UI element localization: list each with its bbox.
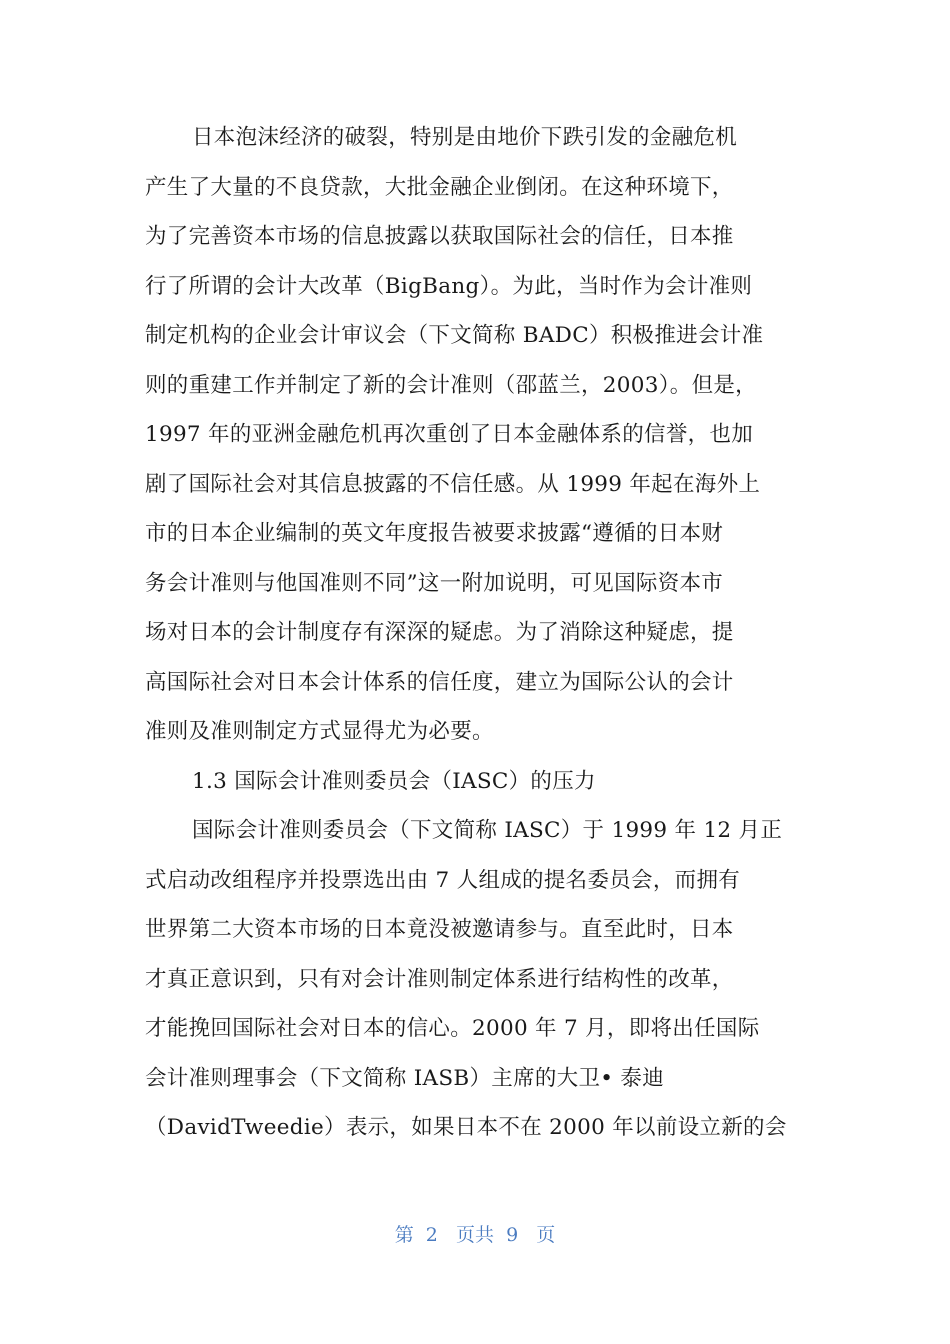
- text-line: 1997 年的亚洲金融危机再次重创了日本金融体系的信誉，也加: [145, 422, 754, 447]
- text-line: 行了所谓的会计大改革（BigBang）。为此，当时作为会计准则: [145, 273, 753, 299]
- section-heading: 1.3 国际会计准则委员会（IASC）的压力: [192, 768, 596, 794]
- text-line: 才能挽回国际社会对日本的信心。2000 年 7 月，即将出任国际: [145, 1016, 760, 1041]
- text-line: 则的重建工作并制定了新的会计准则（邵蓝兰，2003）。但是，: [145, 372, 757, 398]
- text-line: 国际会计准则委员会（下文简称 IASC）于 1999 年 12 月正: [192, 818, 783, 843]
- text-line: 会计准则理事会（下文简称 IASB）主席的大卫• 泰迪: [145, 1065, 664, 1091]
- text-line: 高国际社会对日本会计体系的信任度，建立为国际公认的会计: [145, 669, 734, 695]
- text-line: （DavidTweedie）表示，如果日本不在 2000 年以前设立新的会: [145, 1115, 787, 1140]
- page-footer: 第 2 页共 9 页: [394, 1224, 556, 1246]
- text-line: 式启动改组程序并投票选出由 7 人组成的提名委员会，而拥有: [145, 867, 741, 893]
- text-line: 世界第二大资本市场的日本竟没被邀请参与。直至此时，日本: [145, 917, 734, 942]
- text-line: 产生了大量的不良贷款，大批金融企业倒闭。在这种环境下，: [145, 174, 734, 200]
- text-line: 市的日本企业编制的英文年度报告被要求披露“遵循的日本财: [145, 521, 724, 546]
- text-line: 准则及准则制定方式显得尤为必要。: [145, 719, 494, 744]
- text-line: 日本泡沫经济的破裂，特别是由地价下跌引发的金融危机: [192, 125, 738, 150]
- text-line: 才真正意识到，只有对会计准则制定体系进行结构性的改革，: [145, 966, 734, 992]
- text-line: 为了完善资本市场的信息披露以获取国际社会的信任，日本推: [145, 224, 734, 249]
- text-line: 制定机构的企业会计审议会（下文简称 BADC）积极推进会计准: [145, 323, 764, 348]
- text-line: 场对日本的会计制度存有深深的疑虑。为了消除这种疑虑，提: [145, 620, 734, 645]
- text-line: 剧了国际社会对其信息披露的不信任感。从 1999 年起在海外上: [145, 471, 761, 497]
- text-line: 务会计准则与他国准则不同”这一附加说明，可见国际资本市: [145, 570, 724, 596]
- document-body: [145, 113, 805, 1153]
